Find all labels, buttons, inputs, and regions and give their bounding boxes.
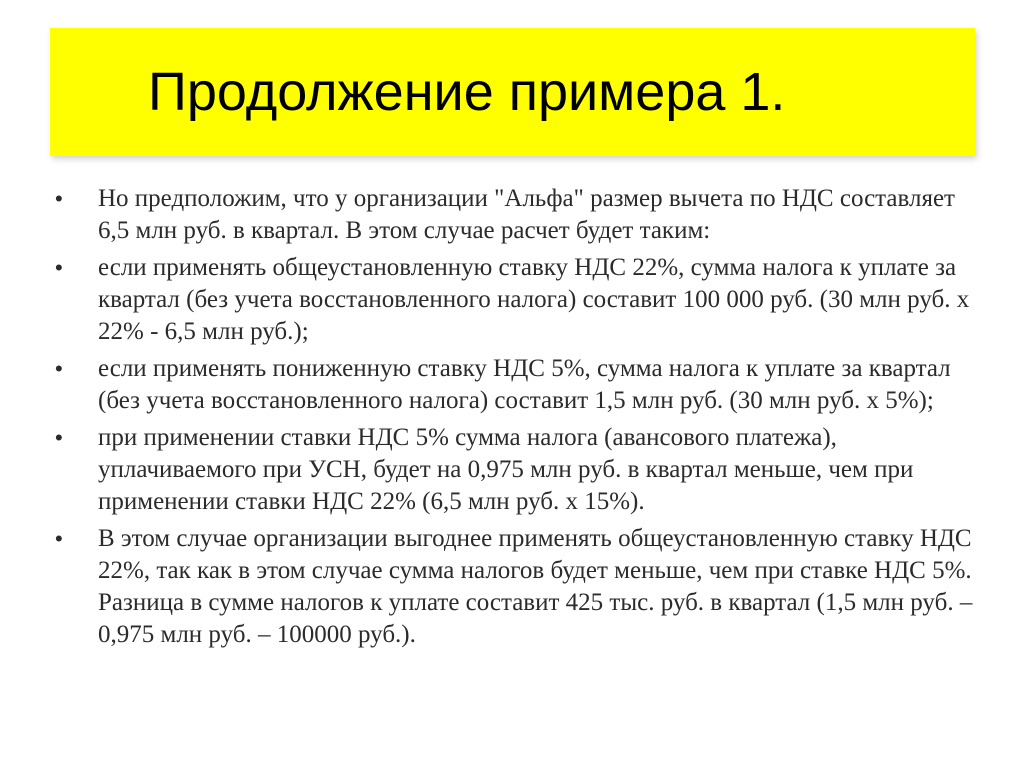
bullet-item-4 [55, 422, 975, 518]
bullet-item-2 [55, 252, 975, 348]
bullet-marker: • [55, 425, 63, 450]
bullet-item-5 [55, 523, 975, 651]
bullet-item-3 [55, 353, 975, 417]
bullet-text: если применять общеустановленную ставку НДС 22%, сумма налога к уплате за квартал (без учета восстановленного налога) составит 100 000 руб. (30 млн руб. x 22% - 6,5 млн руб.); [98, 254, 970, 345]
bullet-text: при применении ставки НДС 5% сумма налога (авансового платежа), уплачиваемого при УСН, будет на 0,975 млн руб. в квартал меньше, чем при применении ставки НДС 22% (6,5 млн руб. x 15%). [98, 424, 914, 515]
bullet-text: Но предположим, что у организации "Альфа" размер вычета по НДС составляет 6,5 млн руб. в квартал. В этом случае расчет будет таким: [98, 185, 955, 244]
bullet-marker: • [55, 186, 63, 211]
bullet-marker: • [55, 255, 63, 280]
bullet-text: если применять пониженную ставку НДС 5%, сумма налога к уплате за квартал (без учета восстановленного налога) составит 1,5 млн руб. (30 млн руб. x 5%); [98, 355, 951, 414]
bullet-marker: • [55, 526, 63, 551]
bullet-marker: • [55, 356, 63, 381]
bullet-list [55, 183, 975, 656]
slide-title: Продолжение примера 1. [148, 62, 786, 122]
bullet-text: В этом случае организации выгоднее применять общеустановленную ставку НДС 22%, так как в этом случае сумма налогов будет меньше, чем при ставке НДС 5%. Разница в сумме налогов к уплате составит 425 тыс. руб. в квартал (1,5 млн руб. – 0,975 млн руб. – 100000 руб.). [98, 525, 973, 648]
title-banner [50, 28, 975, 156]
bullet-item-1 [55, 183, 975, 247]
